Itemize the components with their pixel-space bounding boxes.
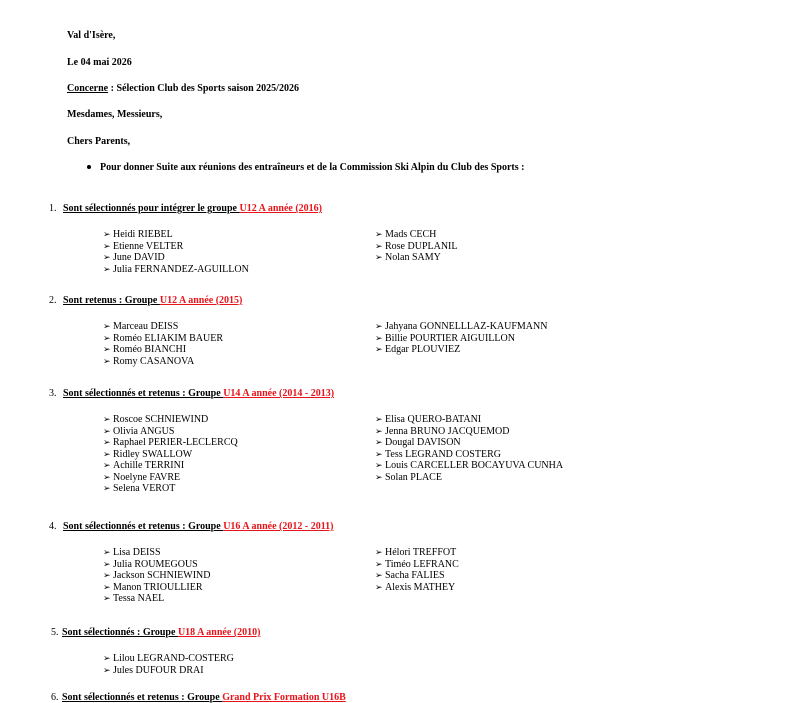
list-item: ➢ Romy CASANOVA — [103, 355, 195, 367]
section-group: U12 A année (2016) — [239, 203, 322, 214]
section-group: Grand Prix Formation U16B — [222, 692, 346, 703]
subject-text: : Sélection Club des Sports saison 2025/2026 — [108, 83, 299, 94]
section-1-right-list — [375, 229, 458, 264]
section-1-heading — [49, 203, 322, 214]
arrow-bullet-icon: ➢ — [103, 664, 111, 675]
arrow-bullet-icon: ➢ — [375, 240, 383, 251]
section-3-left-list — [103, 414, 238, 495]
section-number: 3. — [49, 388, 57, 399]
list-item: ➢ Jenna BRUNO JACQUEMOD — [375, 425, 510, 437]
section-title: Sont sélectionnés : Groupe — [62, 627, 178, 638]
section-group: U12 A année (2015) — [159, 295, 243, 306]
arrow-bullet-icon: ➢ — [103, 593, 111, 603]
section-title: Sont sélectionnés et retenus : Groupe — [63, 521, 224, 532]
list-item: ➢ Rose DUPLANIL — [375, 240, 458, 252]
section-2-heading — [49, 295, 242, 306]
section-1-left-list — [103, 229, 249, 275]
arrow-bullet-icon: ➢ — [375, 448, 383, 459]
arrow-bullet-icon: ➢ — [103, 483, 111, 493]
bullet-dot-icon — [87, 165, 91, 169]
section-group: U14 A année (2014 - 2013) — [223, 388, 335, 399]
list-item: ➢ Alexis MATHEY — [375, 581, 456, 593]
list-item: ➢ Tessa NAEL — [103, 593, 165, 604]
section-4-left-list — [103, 547, 211, 605]
section-2-right-list — [375, 321, 547, 356]
arrow-bullet-icon: ➢ — [103, 448, 111, 459]
section-title: Sont retenus : Groupe — [63, 295, 160, 306]
list-item: ➢ Solan PLACE — [375, 471, 442, 483]
section-number: 4. — [49, 521, 57, 532]
list-item: ➢ Jackson SCHNIEWIND — [103, 570, 211, 581]
salutation-1: Mesdames, Messieurs, — [67, 109, 163, 120]
arrow-bullet-icon: ➢ — [375, 252, 383, 262]
list-item: ➢ Tess LEGRAND COSTERG — [375, 448, 501, 460]
arrow-bullet-icon: ➢ — [103, 263, 111, 274]
list-item: ➢ Edgar PLOUVIEZ — [375, 344, 461, 355]
arrow-bullet-icon: ➢ — [103, 653, 111, 663]
arrow-bullet-icon: ➢ — [103, 471, 111, 482]
arrow-bullet-icon: ➢ — [375, 321, 383, 331]
list-item: ➢ Lisa DEISS — [103, 547, 161, 558]
arrow-bullet-icon: ➢ — [375, 229, 383, 239]
section-5-left-list — [103, 653, 234, 676]
arrow-bullet-icon: ➢ — [375, 558, 383, 569]
arrow-bullet-icon: ➢ — [103, 355, 111, 366]
list-item: ➢ Timéo LEFRANC — [375, 558, 459, 570]
list-item: ➢ June DAVID — [103, 252, 165, 263]
date-line: Le 04 mai 2026 — [67, 57, 132, 68]
section-5-heading — [51, 627, 260, 638]
list-item: ➢ Marceau DEISS — [103, 321, 179, 332]
list-item: ➢ Etienne VELTER — [103, 240, 184, 252]
arrow-bullet-icon: ➢ — [103, 414, 111, 424]
subject-label: Concerne — [67, 83, 109, 94]
section-4-right-list — [375, 547, 459, 593]
section-title: Sont sélectionnés pour intégrer le groupe — [63, 203, 240, 214]
arrow-bullet-icon: ➢ — [375, 570, 383, 580]
list-item: ➢ Roméo BIANCHI — [103, 344, 187, 355]
list-item: ➢ Julia FERNANDEZ-AGUILLON — [103, 263, 249, 275]
section-number: 2. — [49, 295, 57, 306]
list-item: ➢ Lilou LEGRAND-COSTERG — [103, 653, 234, 664]
section-title: Sont sélectionnés et retenus : Groupe — [63, 388, 224, 399]
section-group: U18 A année (2010) — [177, 627, 261, 638]
list-item: ➢ Julia ROUMEGOUS — [103, 558, 198, 570]
list-item: ➢ Mads CECH — [375, 229, 437, 240]
intro-text: Pour donner Suite aux réunions des entraîneurs et de la Commission Ski Alpin du Club des Sports : — [100, 162, 525, 173]
arrow-bullet-icon: ➢ — [375, 414, 383, 424]
list-item: ➢ Achille TERRINI — [103, 460, 185, 471]
section-number: 1. — [49, 203, 57, 214]
list-item: ➢ Nolan SAMY — [375, 252, 441, 263]
section-3-heading — [49, 388, 334, 399]
subject-line — [67, 83, 299, 94]
list-item: ➢ Jahyana GONNELLLAZ-KAUFMANN — [375, 321, 548, 332]
arrow-bullet-icon: ➢ — [375, 547, 383, 557]
section-2-left-list — [103, 321, 223, 367]
section-number: 5. — [51, 627, 59, 638]
arrow-bullet-icon: ➢ — [103, 460, 111, 470]
arrow-bullet-icon: ➢ — [375, 332, 383, 343]
list-item: ➢ Noelyne FAVRE — [103, 471, 181, 483]
arrow-bullet-icon: ➢ — [103, 344, 111, 354]
list-item: ➢ Raphael PERIER-LECLERCQ — [103, 437, 238, 448]
list-item: ➢ Elisa QUERO-BATANI — [375, 414, 482, 425]
place-line: Val d'Isère, — [67, 30, 116, 41]
section-title: Sont sélectionnés et retenus : Groupe — [62, 692, 223, 703]
section-number: 6. — [51, 692, 59, 703]
arrow-bullet-icon: ➢ — [375, 425, 383, 436]
arrow-bullet-icon: ➢ — [103, 570, 111, 580]
list-item: ➢ Hélori TREFFOT — [375, 547, 457, 558]
list-item: ➢ Heidi RIEBEL — [103, 229, 173, 240]
list-item: ➢ Olivia ANGUS — [103, 425, 175, 437]
section-group: U16 A année (2012 - 2011) — [223, 521, 334, 532]
list-item: ➢ Billie POURTIER AIGUILLON — [375, 332, 515, 344]
arrow-bullet-icon: ➢ — [103, 581, 111, 592]
arrow-bullet-icon: ➢ — [375, 581, 383, 592]
list-item: ➢ Roméo ELIAKIM BAUER — [103, 332, 223, 344]
arrow-bullet-icon: ➢ — [375, 460, 383, 470]
list-item: ➢ Selena VEROT — [103, 483, 176, 494]
arrow-bullet-icon: ➢ — [103, 240, 111, 251]
section-4-heading — [49, 521, 333, 532]
arrow-bullet-icon: ➢ — [375, 344, 383, 354]
arrow-bullet-icon: ➢ — [103, 332, 111, 343]
section-6-heading — [51, 692, 346, 703]
salutation-2: Chers Parents, — [67, 136, 131, 147]
arrow-bullet-icon: ➢ — [103, 229, 111, 239]
arrow-bullet-icon: ➢ — [103, 425, 111, 436]
arrow-bullet-icon: ➢ — [375, 437, 383, 447]
list-item: ➢ Louis CARCELLER BOCAYUVA CUNHA — [375, 460, 564, 471]
list-item: ➢ Dougal DAVISON — [375, 437, 461, 448]
arrow-bullet-icon: ➢ — [375, 471, 383, 482]
arrow-bullet-icon: ➢ — [103, 437, 111, 447]
list-item: ➢ Jules DUFOUR DRAI — [103, 664, 204, 676]
arrow-bullet-icon: ➢ — [103, 558, 111, 569]
arrow-bullet-icon: ➢ — [103, 321, 111, 331]
list-item: ➢ Ridley SWALLOW — [103, 448, 193, 460]
intro-bullet — [87, 162, 524, 173]
arrow-bullet-icon: ➢ — [103, 547, 111, 557]
list-item: ➢ Sacha FALIES — [375, 570, 445, 581]
section-3-right-list — [375, 414, 563, 483]
list-item: ➢ Roscoe SCHNIEWIND — [103, 414, 209, 425]
list-item: ➢ Manon TRIOULLIER — [103, 581, 203, 593]
arrow-bullet-icon: ➢ — [103, 252, 111, 262]
